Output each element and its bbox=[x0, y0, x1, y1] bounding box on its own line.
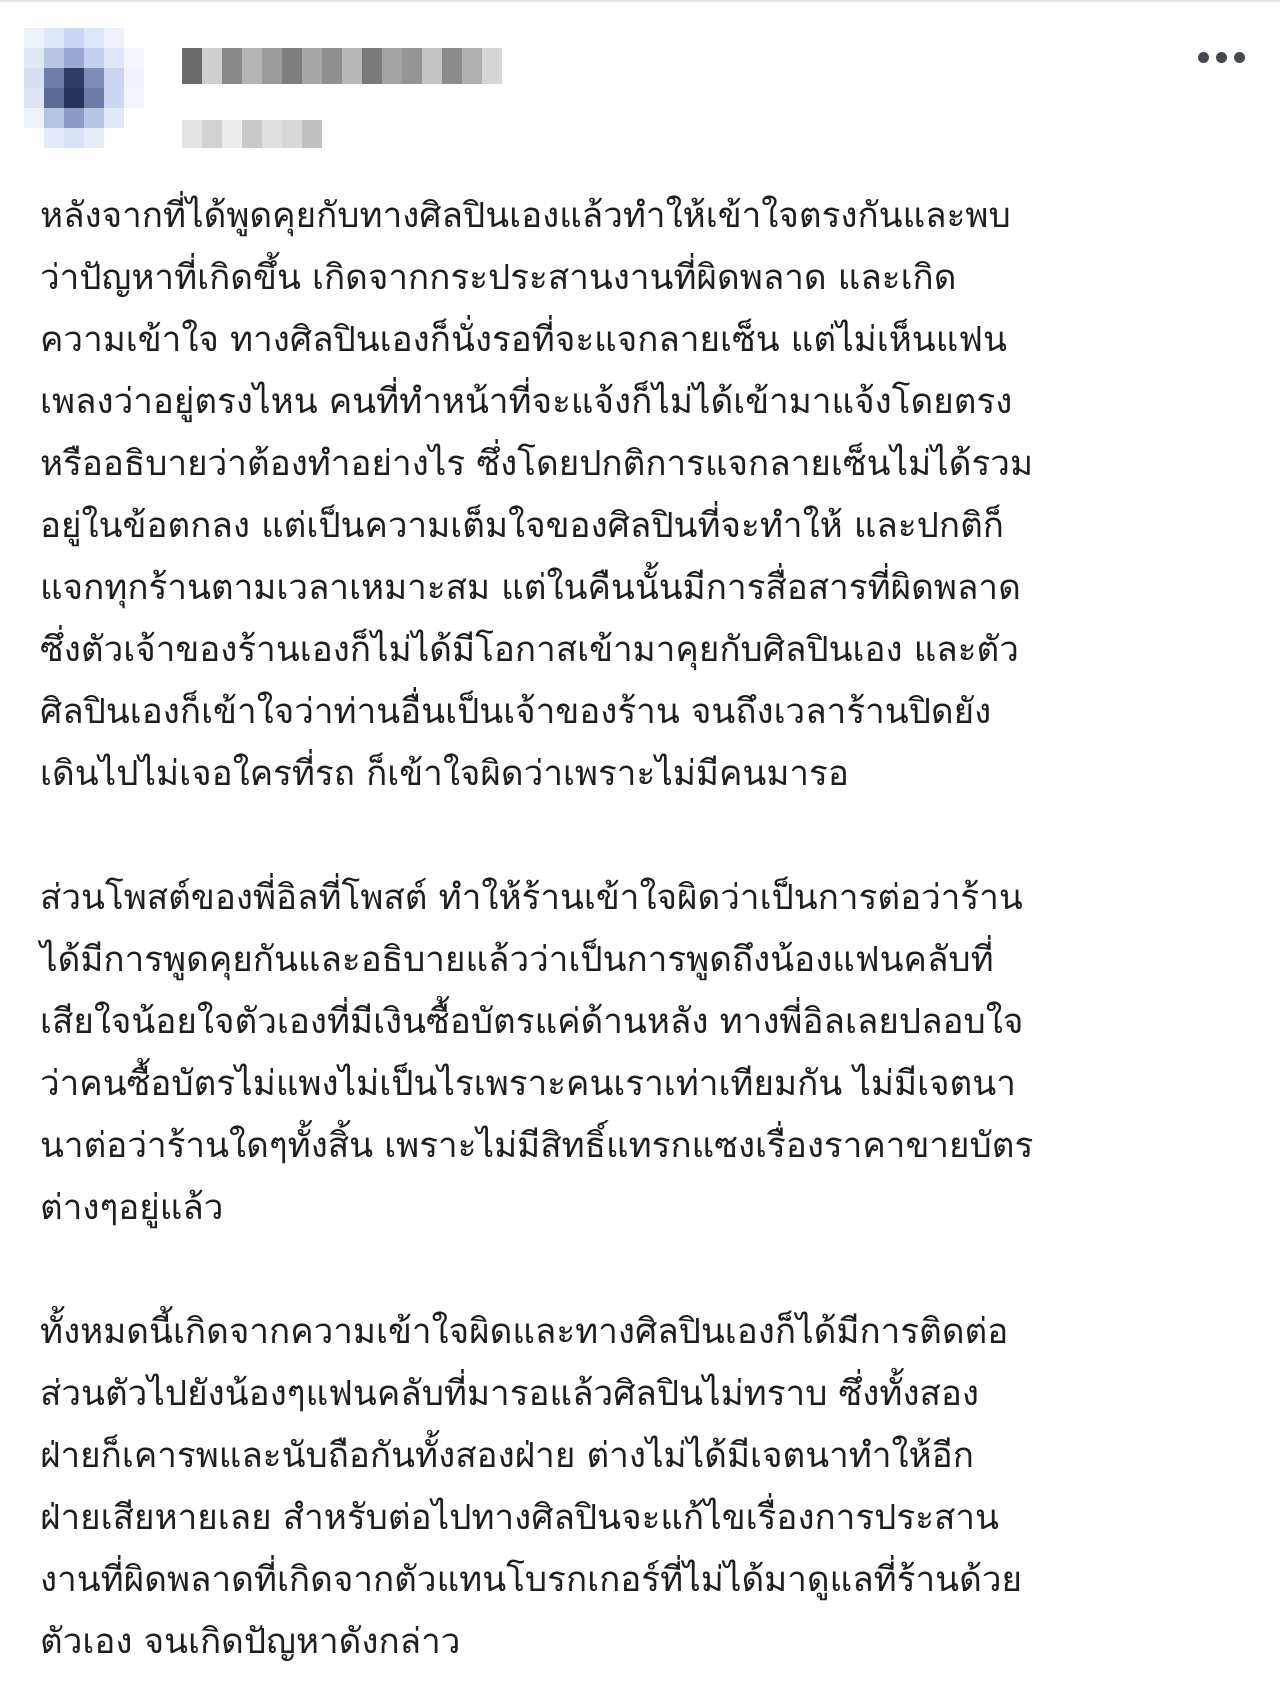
avatar-pixel bbox=[104, 88, 124, 108]
post-paragraph bbox=[40, 1301, 1260, 1673]
post-text-line: ฝ่ายเสียหายเลย สำหรับต่อไปทางศิลปินจะแก้ไขเรื่องการประสาน bbox=[40, 1498, 999, 1538]
meta-blur-pixel bbox=[202, 120, 222, 148]
avatar-pixel bbox=[124, 48, 144, 68]
avatar-pixel bbox=[104, 28, 124, 48]
post-text-line: ความเข้าใจ ทางศิลปินเองก็นั่งรอที่จะแจกลายเซ็น แต่ไม่เห็นแฟน bbox=[40, 320, 1007, 360]
name-blur-pixel bbox=[242, 48, 262, 84]
name-blur-pixel bbox=[382, 48, 402, 84]
avatar-pixel bbox=[44, 108, 64, 128]
name-blur-pixel bbox=[282, 48, 302, 84]
post-text-line: เพลงว่าอยู่ตรงไหน คนที่ทำหน้าที่จะแจ้งก็ไม่ได้เข้ามาแจ้งโดยตรง bbox=[40, 382, 1013, 422]
post-text-line: หลังจากที่ได้พูดคุยกับทางศิลปินเองแล้วทำให้เข้าใจตรงกันและพบ bbox=[40, 196, 1011, 236]
avatar-pixel bbox=[44, 28, 64, 48]
avatar-pixel bbox=[84, 68, 104, 88]
avatar-pixel bbox=[24, 108, 44, 128]
avatar-pixel bbox=[24, 68, 44, 88]
meta-blur-pixel bbox=[262, 120, 282, 148]
author-name-blurred[interactable] bbox=[182, 48, 502, 84]
avatar-pixel bbox=[24, 128, 44, 148]
name-blur-pixel bbox=[402, 48, 422, 84]
avatar-pixel bbox=[124, 108, 144, 128]
post-text-line: อยู่ในข้อตกลง แต่เป็นความเต็มใจของศิลปินที่จะทำให้ และปกติก็ bbox=[40, 506, 1004, 546]
avatar-pixel bbox=[124, 88, 144, 108]
name-blur-pixel bbox=[442, 48, 462, 84]
top-divider bbox=[0, 0, 1280, 2]
post-text-line: หรืออธิบายว่าต้องทำอย่างไร ซึ่งโดยปกติการแจกลายเซ็นไม่ได้รวม bbox=[40, 444, 1034, 484]
name-blur-pixel bbox=[322, 48, 342, 84]
name-blur-pixel bbox=[262, 48, 282, 84]
name-blur-pixel bbox=[482, 48, 502, 84]
avatar-pixel bbox=[64, 88, 84, 108]
meta-blur-pixel bbox=[242, 120, 262, 148]
avatar-pixel bbox=[84, 48, 104, 68]
post-text-line: ว่าปัญหาที่เกิดขึ้น เกิดจากกระประสานงานที่ผิดพลาด และเกิด bbox=[40, 258, 957, 298]
meta-blur-pixel bbox=[182, 120, 202, 148]
avatar-pixel bbox=[24, 28, 44, 48]
post-text-line: นาต่อว่าร้านใดๆทั้งสิ้น เพราะไม่มีสิทธิ์แทรกแซงเรื่องราคาขายบัตร bbox=[40, 1126, 1034, 1166]
post-text-line: งานที่ผิดพลาดที่เกิดจากตัวแทนโบรกเกอร์ที่ไม่ได้มาดูแลที่ร้านด้วย bbox=[40, 1560, 1022, 1600]
avatar-pixel bbox=[44, 48, 64, 68]
post-text-line: ซึ่งตัวเจ้าของร้านเองก็ไม่ได้มีโอกาสเข้ามาคุยกับศิลปินเอง และตัว bbox=[40, 630, 1019, 670]
avatar-pixel bbox=[24, 88, 44, 108]
avatar-pixel bbox=[44, 128, 64, 148]
name-blur-pixel bbox=[462, 48, 482, 84]
more-horizontal-icon-dot bbox=[1216, 52, 1227, 63]
post-text-line: ส่วนตัวไปยังน้องๆแฟนคลับที่มารอแล้วศิลปินไม่ทราบ ซึ่งทั้งสอง bbox=[40, 1374, 980, 1414]
post-text-line: ศิลปินเองก็เข้าใจว่าท่านอื่นเป็นเจ้าของร้าน จนถึงเวลาร้านปิดยัง bbox=[40, 692, 992, 732]
post-paragraph bbox=[40, 185, 1260, 805]
post-paragraph bbox=[40, 867, 1260, 1239]
name-blur-pixel bbox=[202, 48, 222, 84]
name-blur-pixel bbox=[182, 48, 202, 84]
more-options-button[interactable] bbox=[1186, 42, 1256, 72]
more-horizontal-icon-dot bbox=[1234, 52, 1245, 63]
post-text-line: ว่าคนซื้อบัตรไม่แพงไม่เป็นไรเพราะคนเราเท่าเทียมกัน ไม่มีเจตนา bbox=[40, 1064, 1016, 1104]
name-blur-pixel bbox=[302, 48, 322, 84]
avatar-pixel bbox=[84, 108, 104, 128]
avatar-pixel bbox=[64, 108, 84, 128]
avatar-pixel bbox=[64, 48, 84, 68]
post-text-line: ตัวเอง จนเกิดปัญหาดังกล่าว bbox=[40, 1622, 461, 1662]
avatar-pixel bbox=[104, 128, 124, 148]
name-blur-pixel bbox=[422, 48, 442, 84]
post-text-line: เดินไปไม่เจอใครที่รถ ก็เข้าใจผิดว่าเพราะไม่มีคนมารอ bbox=[40, 754, 849, 794]
post-text-line: ทั้งหมดนี้เกิดจากความเข้าใจผิดและทางศิลปินเองก็ได้มีการติดต่อ bbox=[40, 1312, 1009, 1352]
meta-blur-pixel bbox=[222, 120, 242, 148]
avatar-pixel bbox=[64, 68, 84, 88]
avatar-pixel bbox=[84, 28, 104, 48]
avatar-pixel bbox=[124, 68, 144, 88]
more-horizontal-icon bbox=[1198, 52, 1209, 63]
meta-blur-pixel bbox=[282, 120, 302, 148]
avatar-pixel bbox=[104, 48, 124, 68]
post-text-line: ฝ่ายก็เคารพและนับถือกันทั้งสองฝ่าย ต่างไม่ได้มีเจตนาทำให้อีก bbox=[40, 1436, 974, 1476]
post-body bbox=[40, 185, 1260, 1673]
avatar-pixel bbox=[124, 128, 144, 148]
avatar-pixel bbox=[64, 128, 84, 148]
avatar-pixel bbox=[44, 68, 64, 88]
post-text-line: ต่างๆอยู่แล้ว bbox=[40, 1188, 224, 1228]
avatar-pixel bbox=[24, 48, 44, 68]
name-blur-pixel bbox=[222, 48, 242, 84]
post-text-line: แจกทุกร้านตามเวลาเหมาะสม แต่ในคืนนั้นมีการสื่อสารที่ผิดพลาด bbox=[40, 568, 1021, 608]
avatar-pixel bbox=[64, 28, 84, 48]
avatar-pixel bbox=[84, 128, 104, 148]
post-text-line: ได้มีการพูดคุยกันและอธิบายแล้วว่าเป็นการพูดถึงน้องแฟนคลับที่ bbox=[40, 940, 994, 980]
name-blur-pixel bbox=[342, 48, 362, 84]
name-blur-pixel bbox=[362, 48, 382, 84]
post-meta-blurred bbox=[182, 120, 322, 148]
avatar-pixel bbox=[44, 88, 64, 108]
avatar-pixel bbox=[124, 28, 144, 48]
avatar-pixel bbox=[104, 108, 124, 128]
avatar[interactable] bbox=[24, 28, 144, 148]
meta-blur-pixel bbox=[302, 120, 322, 148]
avatar-pixel bbox=[104, 68, 124, 88]
post-text-line: เสียใจน้อยใจตัวเองที่มีเงินซื้อบัตรแค่ด้านหลัง ทางพี่อิลเลยปลอบใจ bbox=[40, 1002, 1024, 1042]
post-text-line: ส่วนโพสต์ของพี่อิลที่โพสต์ ทำให้ร้านเข้าใจผิดว่าเป็นการต่อว่าร้าน bbox=[40, 878, 1023, 918]
avatar-pixel bbox=[84, 88, 104, 108]
